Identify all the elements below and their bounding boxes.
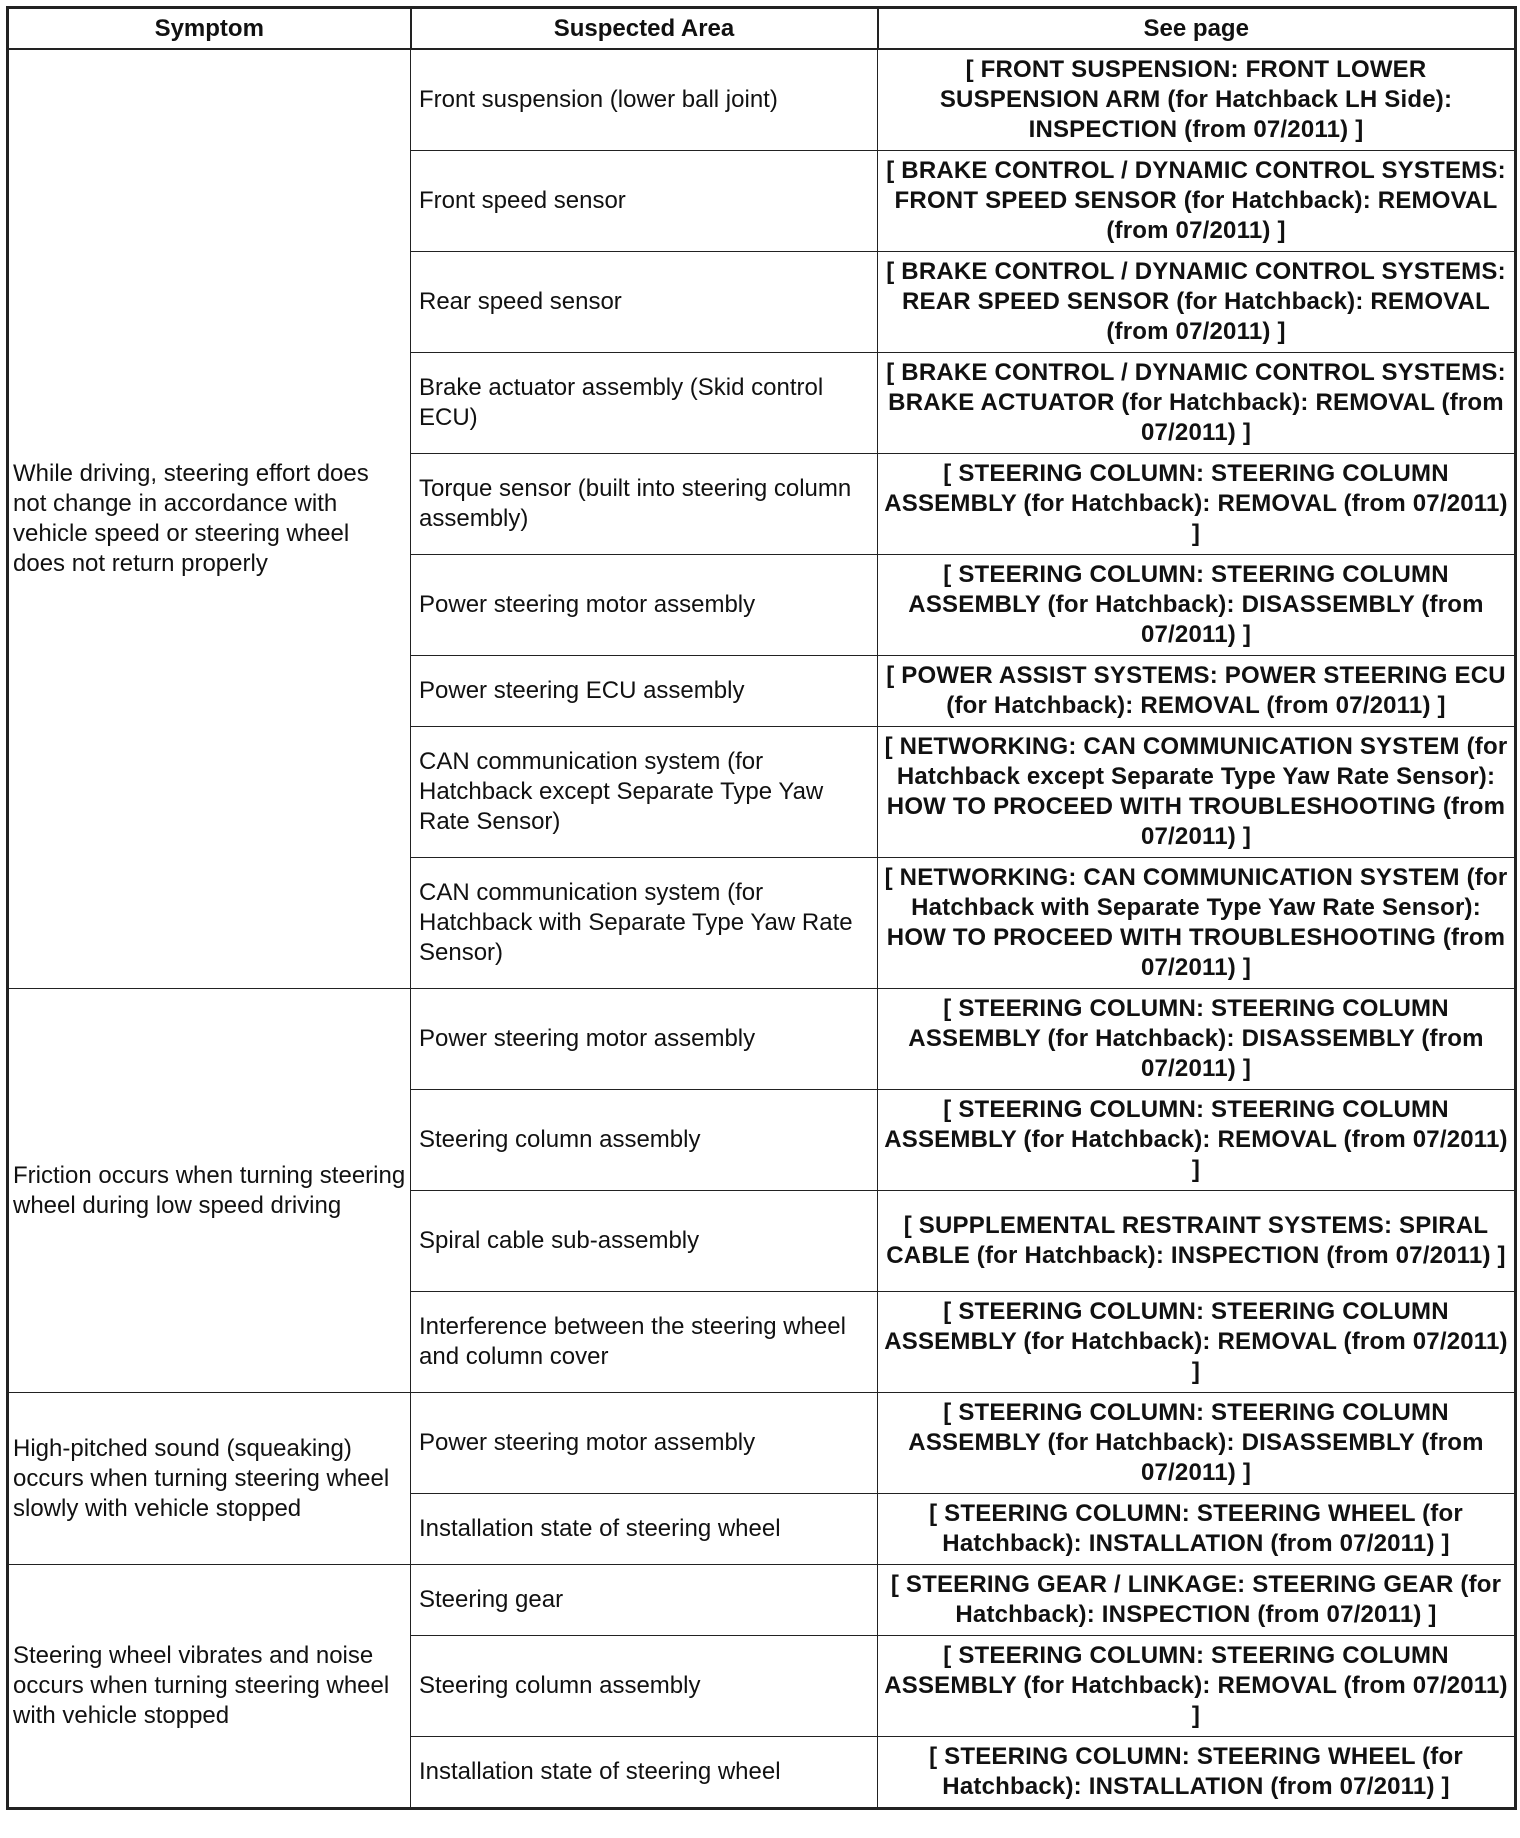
header-see-page: See page: [878, 8, 1516, 50]
table-row: [8, 989, 1516, 1090]
see-page-link[interactable]: [ STEERING COLUMN: STEERING WHEEL (for Hatchback): INSTALLATION (from 07/2011) ]: [878, 1494, 1516, 1565]
troubleshooting-table-container: [6, 6, 1514, 1810]
suspected-area-cell: Rear speed sensor: [411, 252, 878, 353]
header-symptom: Symptom: [8, 8, 411, 50]
see-page-link[interactable]: [ STEERING COLUMN: STEERING COLUMN ASSEMBLY (for Hatchback): REMOVAL (from 07/2011) ]: [878, 1636, 1516, 1737]
see-page-link[interactable]: [ STEERING COLUMN: STEERING COLUMN ASSEMBLY (for Hatchback): REMOVAL (from 07/2011) ]: [878, 1292, 1516, 1393]
see-page-link[interactable]: [ STEERING COLUMN: STEERING WHEEL (for Hatchback): INSTALLATION (from 07/2011) ]: [878, 1737, 1516, 1809]
suspected-area-cell: Power steering ECU assembly: [411, 656, 878, 727]
suspected-area-cell: Interference between the steering wheel and column cover: [411, 1292, 878, 1393]
see-page-link[interactable]: [ SUPPLEMENTAL RESTRAINT SYSTEMS: SPIRAL CABLE (for Hatchback): INSPECTION (from 07/2011) ]: [878, 1191, 1516, 1292]
suspected-area-cell: Power steering motor assembly: [411, 555, 878, 656]
symptom-cell: High-pitched sound (squeaking) occurs when turning steering wheel slowly with vehicle stopped: [8, 1393, 411, 1565]
suspected-area-cell: CAN communication system (for Hatchback with Separate Type Yaw Rate Sensor): [411, 858, 878, 989]
see-page-link[interactable]: [ NETWORKING: CAN COMMUNICATION SYSTEM (for Hatchback with Separate Type Yaw Rate Sensor): HOW TO PROCEED WITH TROUBLESHOOTING (from 07/2011) ]: [878, 858, 1516, 989]
table-row: [8, 1393, 1516, 1494]
troubleshooting-table: [6, 6, 1517, 1810]
see-page-link[interactable]: [ BRAKE CONTROL / DYNAMIC CONTROL SYSTEMS: BRAKE ACTUATOR (for Hatchback): REMOVAL (from 07/2011) ]: [878, 353, 1516, 454]
see-page-link[interactable]: [ FRONT SUSPENSION: FRONT LOWER SUSPENSION ARM (for Hatchback LH Side): INSPECTION (from 07/2011) ]: [878, 49, 1516, 151]
see-page-link[interactable]: [ STEERING COLUMN: STEERING COLUMN ASSEMBLY (for Hatchback): DISASSEMBLY (from 07/2011) ]: [878, 1393, 1516, 1494]
see-page-link[interactable]: [ NETWORKING: CAN COMMUNICATION SYSTEM (for Hatchback except Separate Type Yaw Rate Sensor): HOW TO PROCEED WITH TROUBLESHOOTING (from 07/2011) ]: [878, 727, 1516, 858]
suspected-area-cell: Power steering motor assembly: [411, 1393, 878, 1494]
see-page-link[interactable]: [ STEERING COLUMN: STEERING COLUMN ASSEMBLY (for Hatchback): DISASSEMBLY (from 07/2011) ]: [878, 555, 1516, 656]
suspected-area-cell: Installation state of steering wheel: [411, 1494, 878, 1565]
table-header-row: [8, 8, 1516, 50]
see-page-link[interactable]: [ BRAKE CONTROL / DYNAMIC CONTROL SYSTEMS: REAR SPEED SENSOR (for Hatchback): REMOVAL (from 07/2011) ]: [878, 252, 1516, 353]
table-row: [8, 49, 1516, 151]
see-page-link[interactable]: [ STEERING GEAR / LINKAGE: STEERING GEAR (for Hatchback): INSPECTION (from 07/2011) ]: [878, 1565, 1516, 1636]
symptom-cell: Friction occurs when turning steering wheel during low speed driving: [8, 989, 411, 1393]
header-suspected-area: Suspected Area: [411, 8, 878, 50]
suspected-area-cell: Steering column assembly: [411, 1090, 878, 1191]
suspected-area-cell: Spiral cable sub-assembly: [411, 1191, 878, 1292]
suspected-area-cell: Power steering motor assembly: [411, 989, 878, 1090]
suspected-area-cell: Brake actuator assembly (Skid control ECU): [411, 353, 878, 454]
see-page-link[interactable]: [ STEERING COLUMN: STEERING COLUMN ASSEMBLY (for Hatchback): REMOVAL (from 07/2011) ]: [878, 1090, 1516, 1191]
symptom-cell: While driving, steering effort does not change in accordance with vehicle speed or steering wheel does not return properly: [8, 49, 411, 989]
suspected-area-cell: Steering gear: [411, 1565, 878, 1636]
see-page-link[interactable]: [ STEERING COLUMN: STEERING COLUMN ASSEMBLY (for Hatchback): DISASSEMBLY (from 07/2011) ]: [878, 989, 1516, 1090]
symptom-cell: Steering wheel vibrates and noise occurs when turning steering wheel with vehicle stopped: [8, 1565, 411, 1809]
suspected-area-cell: Installation state of steering wheel: [411, 1737, 878, 1809]
see-page-link[interactable]: [ STEERING COLUMN: STEERING COLUMN ASSEMBLY (for Hatchback): REMOVAL (from 07/2011) ]: [878, 454, 1516, 555]
see-page-link[interactable]: [ POWER ASSIST SYSTEMS: POWER STEERING ECU (for Hatchback): REMOVAL (from 07/2011) ]: [878, 656, 1516, 727]
table-row: [8, 1565, 1516, 1636]
see-page-link[interactable]: [ BRAKE CONTROL / DYNAMIC CONTROL SYSTEMS: FRONT SPEED SENSOR (for Hatchback): REMOVAL (from 07/2011) ]: [878, 151, 1516, 252]
suspected-area-cell: Torque sensor (built into steering column assembly): [411, 454, 878, 555]
suspected-area-cell: CAN communication system (for Hatchback except Separate Type Yaw Rate Sensor): [411, 727, 878, 858]
suspected-area-cell: Steering column assembly: [411, 1636, 878, 1737]
suspected-area-cell: Front speed sensor: [411, 151, 878, 252]
suspected-area-cell: Front suspension (lower ball joint): [411, 49, 878, 151]
